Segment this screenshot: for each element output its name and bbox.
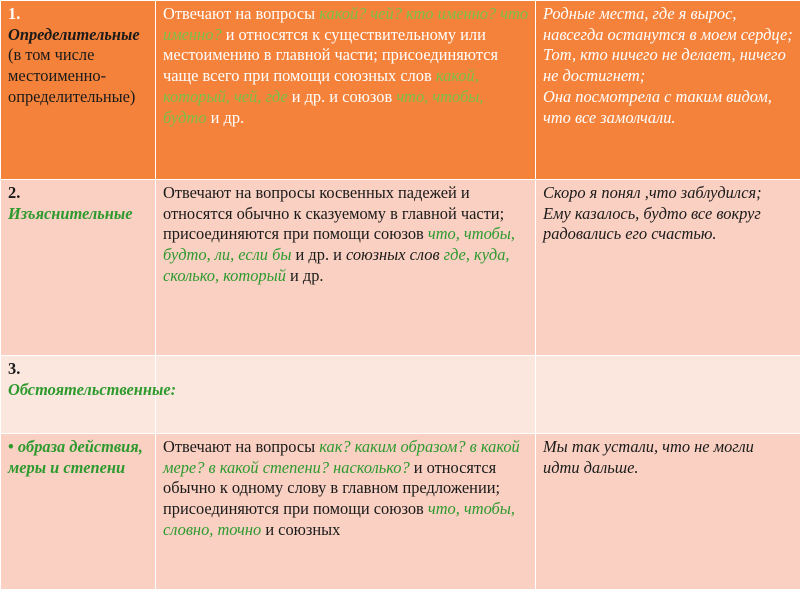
clause-description-cell: [156, 356, 536, 434]
clause-kind-cell: [1, 434, 156, 590]
clause-kind-number: 3.: [8, 359, 21, 378]
clause-examples-cell: [536, 434, 801, 590]
desc-text: Отвечают на вопросы: [163, 4, 320, 23]
desc-highlight: что, чтобы, словно, точно: [163, 499, 515, 539]
desc-highlight: где, куда, сколько, который: [163, 245, 510, 285]
desc-text: Отвечают на вопросы: [163, 437, 320, 456]
clause-kind-cell: [1, 180, 156, 356]
bullet-icon: •: [8, 437, 14, 456]
desc-highlight: как? каким образом? в какой мере? в какой степени? насколько?: [163, 437, 520, 477]
clause-description-cell: [156, 1, 536, 180]
desc-highlight: какой? чей? кто именно? что именно?: [163, 4, 529, 44]
desc-text: и относятся обычно к одному слову в главном предложении; присоединяются при помощи союзов: [163, 457, 501, 519]
clause-kind-cell: [1, 356, 177, 434]
desc-highlight: какой, который, чей, где: [163, 66, 479, 106]
desc-text: союзных слов: [346, 245, 444, 265]
clause-description-cell: [156, 180, 536, 356]
clause-examples-cell: [536, 1, 801, 180]
example-sentence: Скоро я понял ,что заблудился;: [543, 183, 762, 202]
clause-description-cell: [156, 434, 536, 590]
example-sentence: Мы так устали, что не могли идти дальше.: [543, 437, 754, 477]
example-sentence: Тот, кто ничего не делает, ничего не достигнет;: [543, 45, 786, 86]
table-row-manner-degree: [1, 434, 801, 590]
desc-text: и союзных: [261, 519, 341, 539]
clause-kind-name: Изъяснительные: [8, 203, 133, 223]
desc-text: и др. и: [291, 245, 347, 265]
desc-text: и др.: [285, 265, 324, 285]
clause-kind-name: образа действия, меры и степени: [8, 437, 143, 477]
example-sentence: Родные места, где я вырос, навсегда останутся в моем сердце;: [543, 4, 793, 44]
desc-highlight: что, чтобы, будто, ли, если бы: [163, 224, 515, 265]
desc-text: и др. и союзов: [287, 86, 397, 106]
clause-kind-name: Определительные: [8, 24, 140, 44]
table-row-adverbial: [1, 356, 801, 434]
table-row-explanatory: [1, 180, 801, 356]
desc-highlight: что, чтобы, будто: [163, 86, 484, 127]
example-sentence: Ему казалось, будто все вокруг радовались его счастью.: [543, 203, 761, 244]
desc-text: и др.: [206, 107, 245, 127]
clause-kind-name: Обстоятельственные:: [8, 379, 177, 399]
table-row-defining: [1, 1, 801, 180]
desc-text: и относятся к существительному или местоимению в главной части; присоединяются чаще всего при помощи союзных слов: [163, 24, 499, 86]
clause-kind-number: 2.: [8, 183, 21, 202]
clause-kind-note: (в том числе местоименно-определительные): [8, 45, 136, 106]
clause-examples-cell: [536, 180, 801, 356]
clause-kind-number: 1.: [8, 4, 21, 23]
desc-text: Отвечают на вопросы косвенных падежей и относятся обычно к сказуемому в главной части; присоединяются при помощи союзов: [163, 183, 505, 244]
clause-kind-cell: [1, 1, 156, 180]
example-sentence: Она посмотрела с таким видом, что все замолчали.: [543, 86, 772, 127]
clause-examples-cell: [536, 356, 801, 434]
